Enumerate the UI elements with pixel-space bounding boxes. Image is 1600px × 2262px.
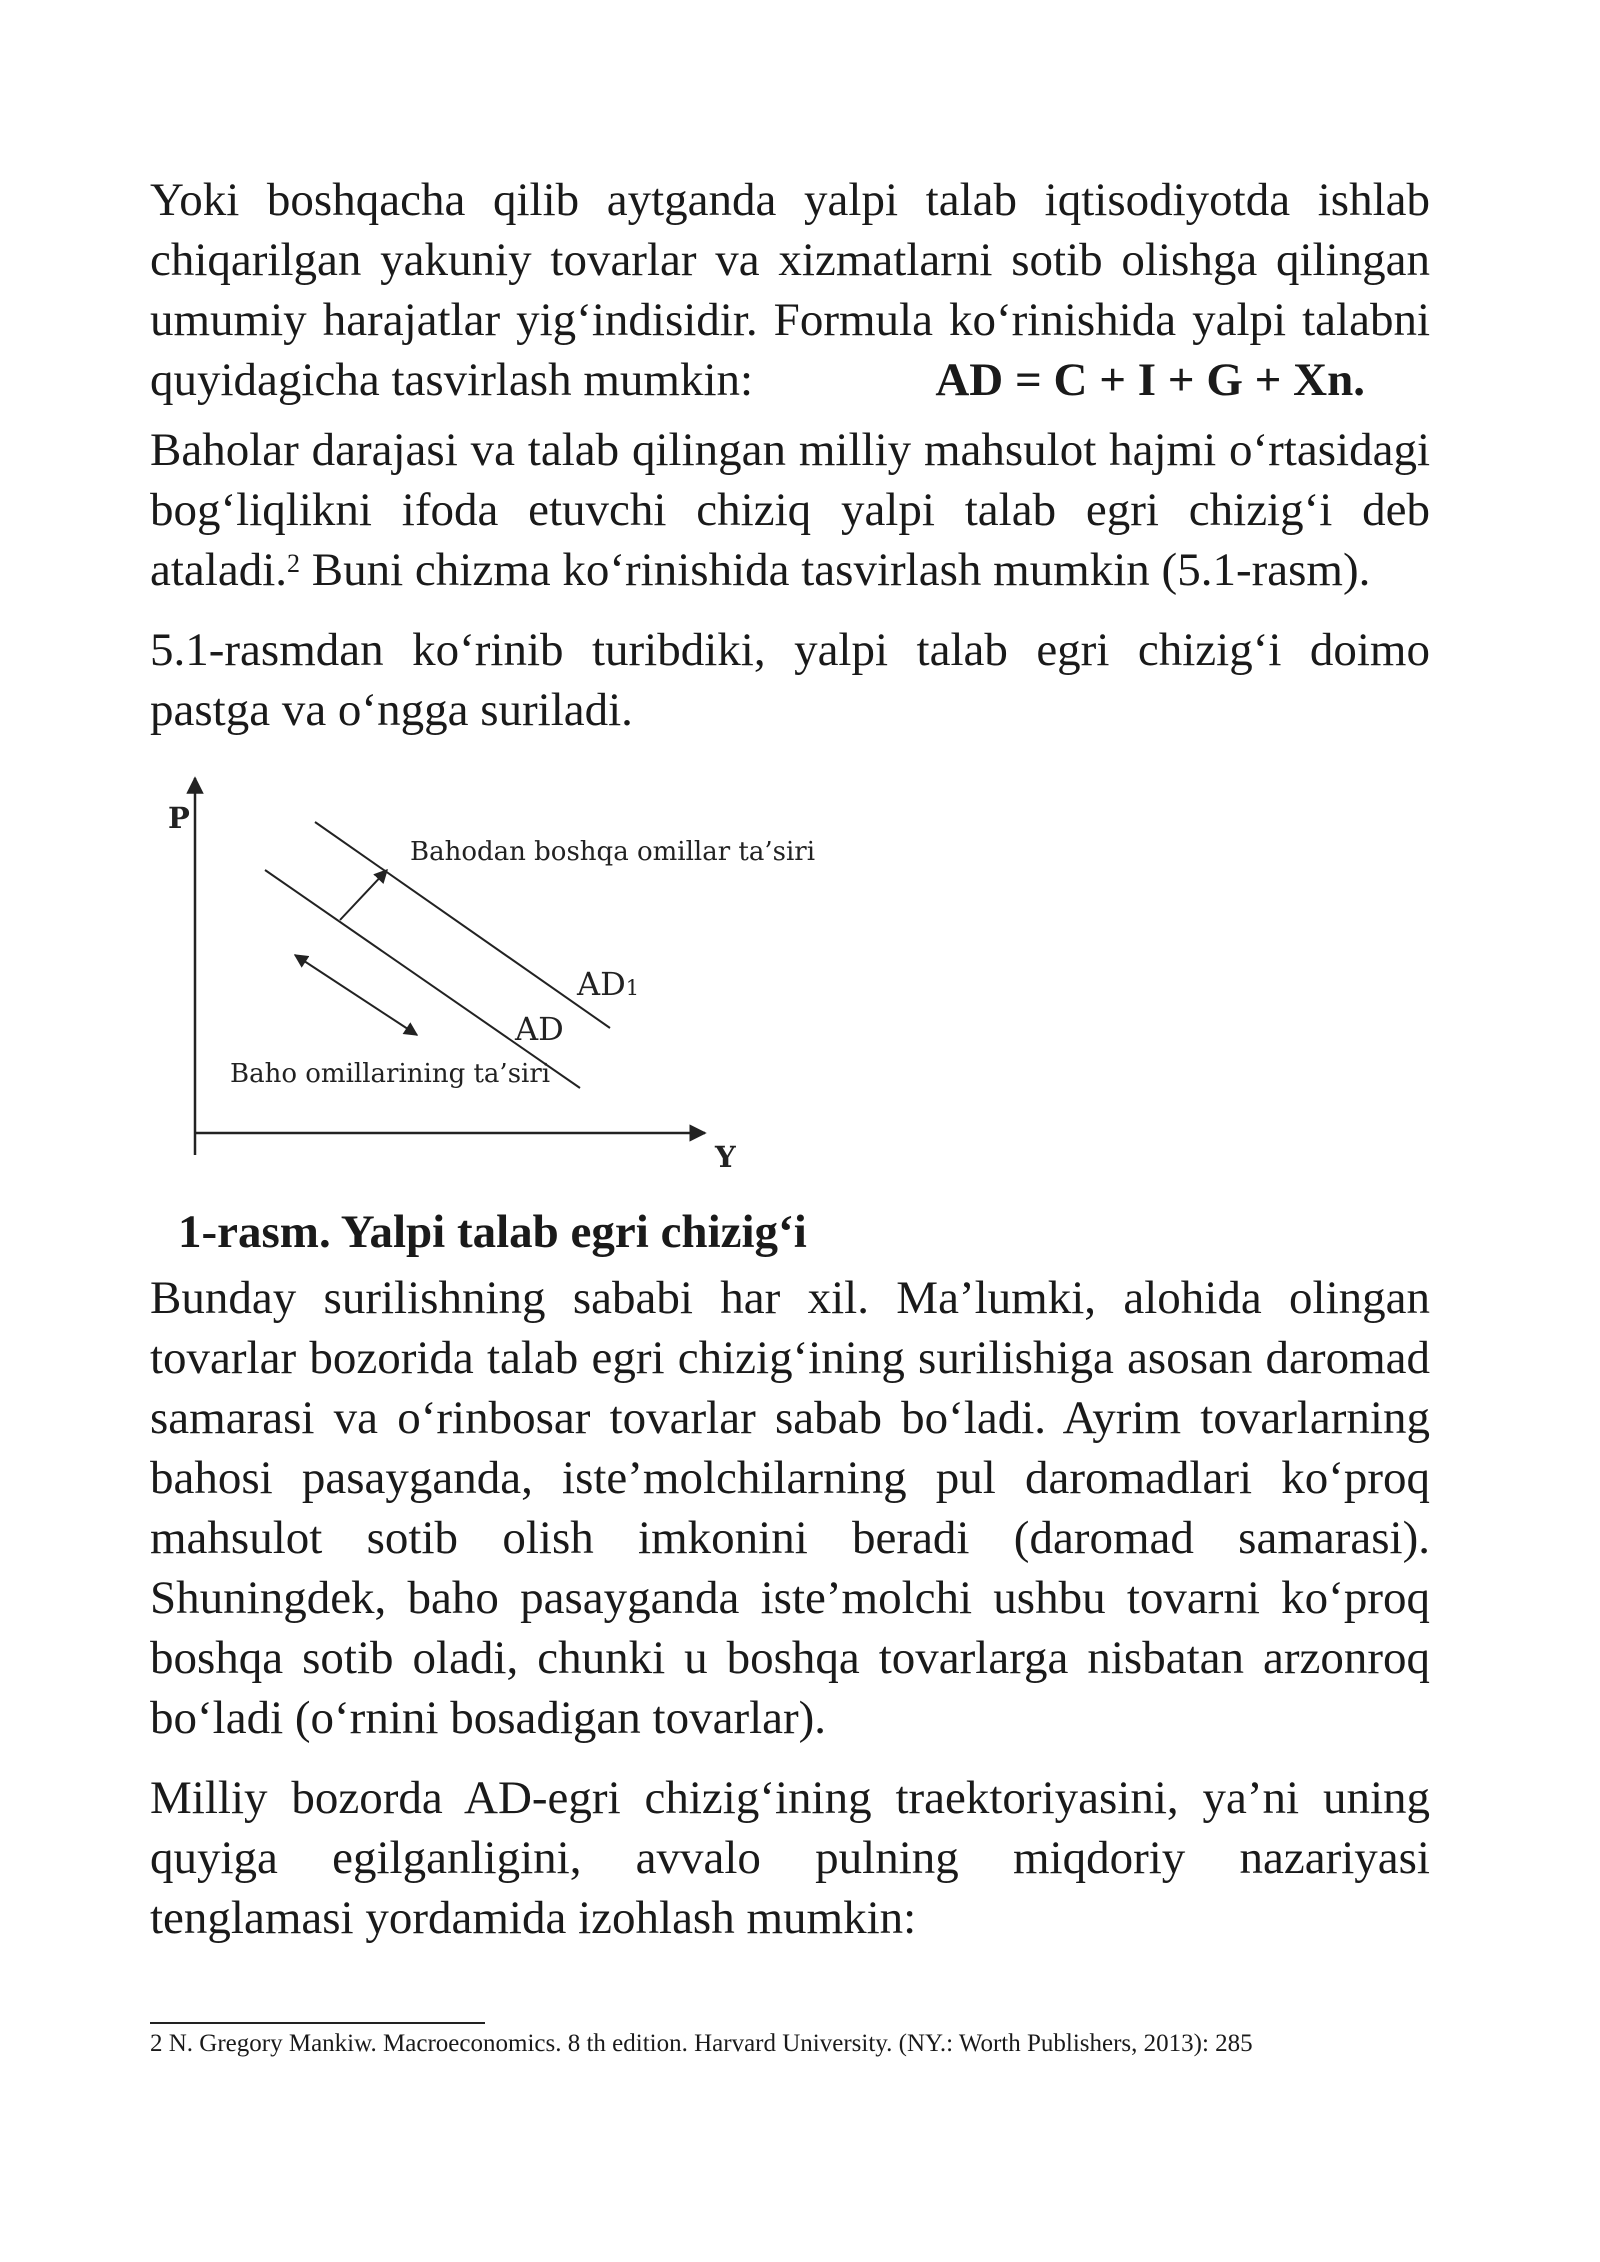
x-axis-label: Y: [715, 1140, 736, 1174]
text-line: tovarlar bozorida talab egri chizig‘ining surilishiga asosan daromad: [150, 1332, 1430, 1384]
price-factors-label: Baho omillarining ta’siri: [230, 1059, 551, 1089]
footnote-text: 2 N. Gregory Mankiw. Macroeconomics. 8 th edition. Harvard University. (NY.: Worth Publishers, 2013): 285: [150, 2030, 1253, 2057]
text-line: [150, 540, 1430, 600]
text-line: bo‘ladi (o‘rnini bosadigan tovarlar).: [150, 1692, 827, 1744]
text-line: boshqa sotib oladi, chunki u boshqa tovarlarga nisbatan arzonroq: [150, 1632, 1430, 1684]
ad1-label-main: AD: [577, 965, 626, 1003]
aggregate-demand-diagram: [150, 770, 830, 1180]
text-line: pastga va o‘ngga suriladi.: [150, 684, 633, 736]
text-line: bog‘liqlikni ifoda etuvchi chiziq yalpi talab egri chizig‘i deb: [150, 484, 1430, 536]
paragraph-shift-reasons: [150, 1268, 1430, 1748]
paragraph-aggregate-demand-definition: [150, 170, 1430, 410]
text-line: mahsulot sotib olish imkonini beradi (daromad samarasi).: [150, 1512, 1430, 1564]
ad-curve: [265, 870, 580, 1088]
ad-label: AD: [515, 1010, 564, 1048]
paragraph-ad-curve-definition: [150, 420, 1430, 600]
paragraph-quantity-theory: [150, 1768, 1430, 1948]
formula-line: [150, 350, 1365, 410]
text-line: 5.1-rasmdan ko‘rinib turibdiki, yalpi talab egri chizig‘i doimo: [150, 624, 1430, 676]
footnote-reference: 2: [287, 549, 301, 578]
text-line: quyidagicha tasvirlash mumkin:: [150, 354, 754, 406]
footnote-separator: [150, 2022, 485, 2024]
text-line: umumiy harajatlar yig‘indisidir. Formula ko‘rinishida yalpi talabni: [150, 294, 1430, 346]
ad-formula: AD = C + I + G + Xn.: [935, 354, 1365, 406]
movement-along-curve-arrow: [295, 955, 417, 1035]
non-price-factors-label: Bahodan boshqa omillar ta’siri: [410, 837, 816, 867]
text-line: Yoki boshqacha qilib aytganda yalpi talab iqtisodiyotda ishlab: [150, 174, 1430, 226]
text-line: Shuningdek, baho pasayganda iste’molchi ushbu tovarni ko‘proq: [150, 1572, 1430, 1624]
text-line: tenglamasi yordamida izohlash mumkin:: [150, 1892, 917, 1944]
y-axis-label: P: [168, 801, 190, 835]
text-fragment: Buni chizma ko‘rinishida tasvirlash mumkin (5.1-rasm).: [300, 544, 1371, 596]
text-line: samarasi va o‘rinbosar tovarlar sabab bo‘ladi. Ayrim tovarlarning: [150, 1392, 1430, 1444]
paragraph-curve-shift: [150, 620, 1430, 740]
text-line: Milliy bozorda AD-egri chizig‘ining traektoriyasini, ya’ni uning: [150, 1772, 1430, 1824]
text-line: Baholar darajasi va talab qilingan milliy mahsulot hajmi o‘rtasidagi: [150, 424, 1430, 476]
figure-caption: 1-rasm. Yalpi talab egri chizig‘i: [178, 1206, 807, 1258]
ad1-label-subscript: 1: [625, 976, 640, 1000]
text-line: bahosi pasayganda, iste’molchilarning pul daromadlari ko‘proq: [150, 1452, 1430, 1504]
text-line: quyiga egilganligini, avvalo pulning miqdoriy nazariyasi: [150, 1832, 1430, 1884]
text-fragment: ataladi.: [150, 544, 288, 596]
text-line: chiqarilgan yakuniy tovarlar va xizmatlarni sotib olishga qilingan: [150, 234, 1430, 286]
rightward-shift-arrow: [340, 870, 387, 920]
ad1-label: [576, 965, 639, 1003]
text-line: Bunday surilishning sababi har xil. Ma’lumki, alohida olingan: [150, 1272, 1430, 1324]
